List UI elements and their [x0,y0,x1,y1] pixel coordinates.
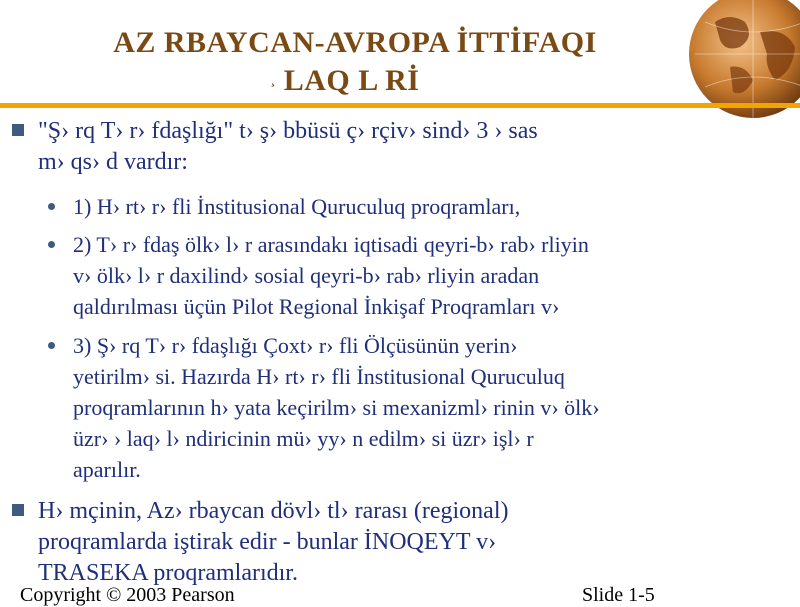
sub-bullet-marker [48,342,55,349]
sub-bullet-marker [48,203,55,210]
bullet-marker [12,124,24,136]
sub-bullet-text: 2) T› r› fdaş ölk› l› r arasındakı iqtisadi qeyri-b› rab› rliyin v› ölk› l› r daxilind› sosial qeyri-b› rab› rliyin aradan qaldırılması üçün Pilot Regional İnkişaf Proqramları v› [73,232,589,319]
sub-bullet-text: 3) Ş› rq T› r› fdaşlığı Çoxt› r› fli Ölçüsünün yerin› yetirilm› si. Hazırda H› rt› r› fli İnstitusional Quruculuq proqramlarının h› yata keçirilm› si mexanizml› rinin v› ölk› üzr› › laq› l› ndiricinin mü› yy› n edilm› si üzr› işl› r aparılır. [73,333,600,482]
title-divider [0,103,800,108]
bullet-text: H› mçinin, Az› rbaycan dövl› tl› rarası (regional) proqramlarda iştirak edir - bunlar İNOQEYT v› TRASEKA proqramlarıdır. [38,498,509,586]
bullet-marker [12,504,24,516]
slide-title-line-1: AZ RBAYCAN-AVROPA İTTİFAQI [113,26,597,59]
sub-bullet-text: 1) H› rt› r› fli İnstitusional Quruculuq proqramları, [73,194,521,219]
footer-copyright: Copyright © 2003 Pearson [20,584,235,606]
bullet-text: "Ş› rq T› r› fdaşlığı" t› ş› bbüsü ç› rçiv› sind› 3 › sas m› qs› d vardır: [38,118,538,175]
slide-title-line-2: ¸ LAQ L Rİ [270,64,420,97]
footer-slide-number: Slide 1-5 [582,584,655,606]
sub-bullet-marker [48,241,55,248]
